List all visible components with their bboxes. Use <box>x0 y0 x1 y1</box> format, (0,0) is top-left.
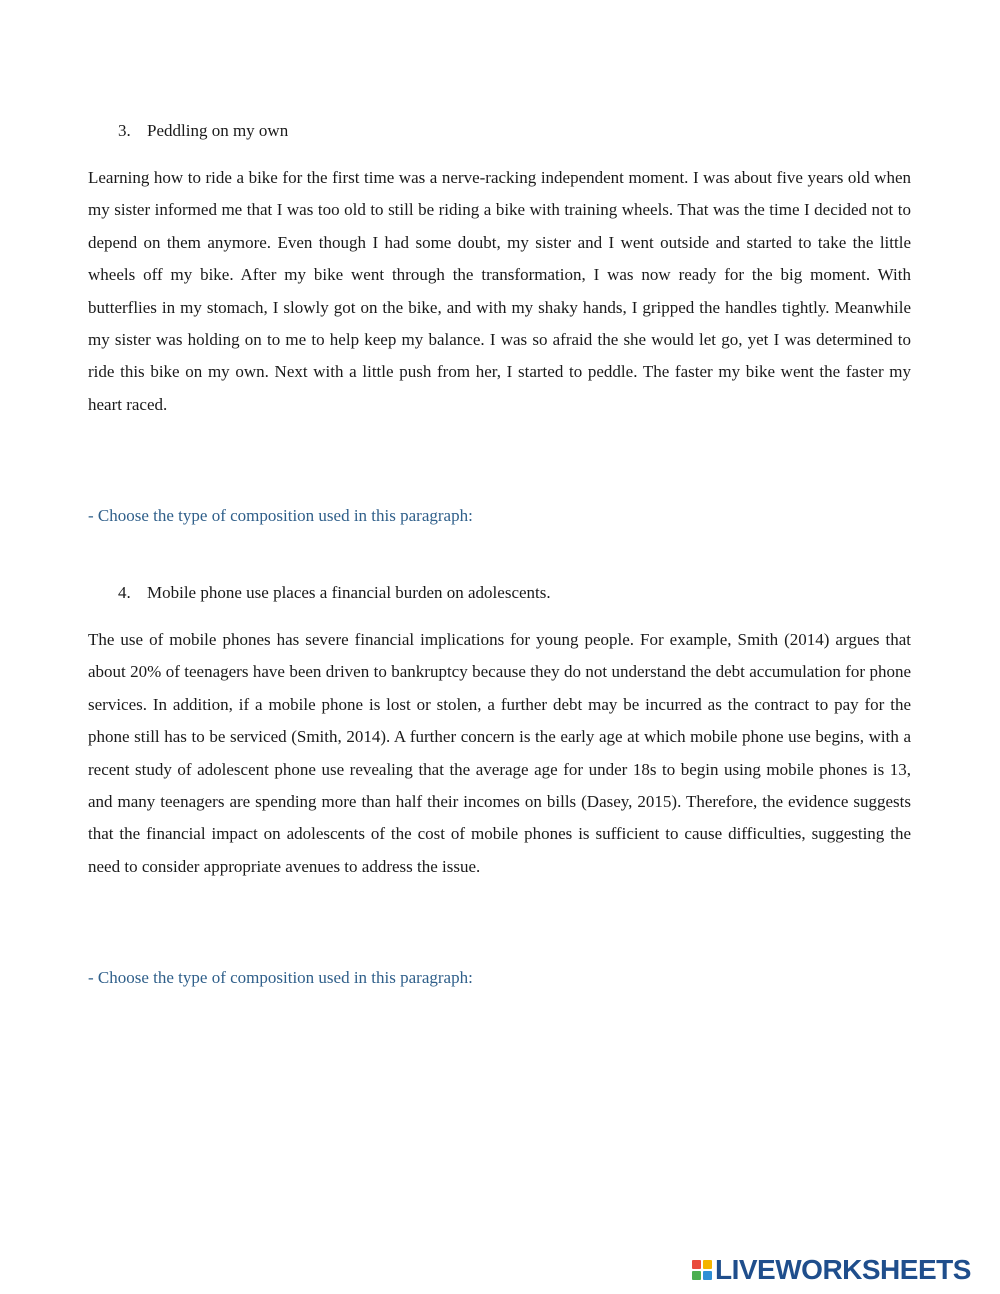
section-4-number: 4. <box>118 583 131 602</box>
logo-square-red <box>692 1260 701 1269</box>
liveworksheets-logo-text: LIVEWORKSHEETS <box>715 1254 971 1285</box>
section-4-heading <box>118 583 551 603</box>
section-4-title: Mobile phone use places a financial burden on adolescents. <box>147 583 551 602</box>
liveworksheets-logo <box>692 1255 971 1285</box>
section-3-title: Peddling on my own <box>147 121 289 140</box>
section-3-prompt: - Choose the type of composition used in this paragraph: <box>88 506 473 525</box>
section-3-paragraph: Learning how to ride a bike for the first time was a nerve-racking independent moment. I was about five years old when my sister informed me that I was too old to still be riding a bike with training wheels. That was the time I decided not to depend on them anymore. Even though I had some doubt, my sister and I went outside and started to take the little wheels off my bike. After my bike went through the transformation, I was now ready for the big moment. With butterflies in my stomach, I slowly got on the bike, and with my shaky hands, I gripped the handles tightly. Meanwhile my sister was holding on to me to help keep my balance. I was so afraid the she would let go, yet I was determined to ride this bike on my own. Next with a little push from her, I started to peddle. The faster my bike went the faster my heart raced. <box>88 168 911 414</box>
section-3-heading <box>118 121 288 141</box>
section-4-prompt: - Choose the type of composition used in this paragraph: <box>88 968 473 987</box>
section-4-paragraph: The use of mobile phones has severe financial implications for young people. For example, Smith (2014) argues that about 20% of teenagers have been driven to bankruptcy because they do not understand the debt accumulation for phone services. In addition, if a mobile phone is lost or stolen, a further debt may be incurred as the contract to pay for the phone still has to be serviced (Smith, 2014). A further concern is the early age at which mobile phone use begins, with a recent study of adolescent phone use revealing that the average age for under 18s to begin using mobile phones is 13, and many teenagers are spending more than half their incomes on bills (Dasey, 2015). Therefore, the evidence suggests that the financial impact on adolescents of the cost of mobile phones is sufficient to cause difficulties, suggesting the need to consider appropriate avenues to address the issue. <box>88 630 911 876</box>
liveworksheets-logo-icon <box>692 1260 712 1280</box>
logo-square-green <box>692 1271 701 1280</box>
logo-square-yellow <box>703 1260 712 1269</box>
logo-square-blue <box>703 1271 712 1280</box>
section-3-number: 3. <box>118 121 131 140</box>
